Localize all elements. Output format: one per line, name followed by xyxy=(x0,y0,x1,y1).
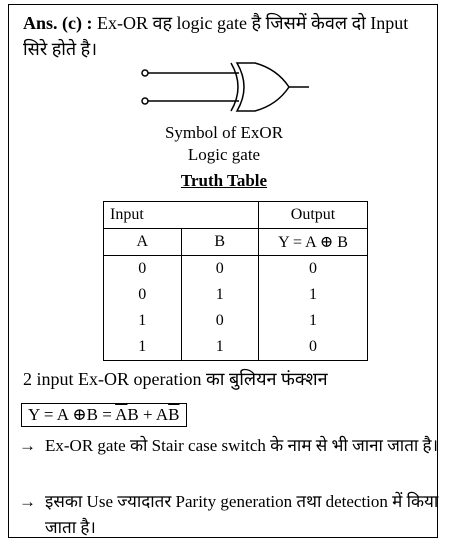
cell-a: 1 xyxy=(104,308,182,334)
cell-a: 0 xyxy=(104,282,182,308)
input-header: Input xyxy=(104,202,259,229)
cell-b: 0 xyxy=(181,256,259,283)
arrow-right-icon: → xyxy=(19,436,36,455)
output-header: Output xyxy=(259,202,368,229)
truth-table xyxy=(103,201,368,361)
formula-b-bar: $\overline{B}$ xyxy=(168,405,180,424)
truth-table-title: Truth Table xyxy=(180,171,268,190)
formula-a-bar: $\overline{A}$ xyxy=(115,405,128,424)
answer-intro-line2: सिरे होते है। xyxy=(23,39,98,59)
col-b-header: B xyxy=(181,229,259,256)
cell-y: 1 xyxy=(259,308,368,334)
boolean-function-line: 2 input Ex-OR operation का बुलियन फंक्शन xyxy=(23,369,328,389)
table-row xyxy=(104,334,368,361)
cell-y: 1 xyxy=(259,282,368,308)
xor-gate-symbol-icon xyxy=(139,61,309,117)
cell-b: 1 xyxy=(181,282,259,308)
cell-y: 0 xyxy=(259,334,368,361)
cell-b: 0 xyxy=(181,308,259,334)
answer-intro-line1 xyxy=(23,11,408,35)
cell-y: 0 xyxy=(259,256,368,283)
answer-box xyxy=(8,4,438,538)
arrow-right-icon: → xyxy=(19,492,36,511)
table-row xyxy=(104,308,368,334)
boolean-formula: Y = A ⊕B = $\overline{A}B + A\overline{B}$ xyxy=(21,403,187,427)
col-a-header: A xyxy=(104,229,182,256)
answer-label: Ans. (c) : xyxy=(23,13,93,33)
table-row xyxy=(104,282,368,308)
table-row xyxy=(104,256,368,283)
symbol-caption-line2: Logic gate xyxy=(187,145,261,164)
point-text: इसका Use ज्यादातर Parity generation तथा detection में किया जाता है। xyxy=(45,492,439,537)
col-y-header: Y = A ⊕ B xyxy=(259,229,368,256)
cell-b: 1 xyxy=(181,334,259,361)
cell-a: 0 xyxy=(104,256,182,283)
point-text: Ex-OR gate को Stair case switch के नाम से भी जाना जाता है। xyxy=(45,436,439,455)
cell-a: 1 xyxy=(104,334,182,361)
symbol-caption-line1: Symbol of ExOR xyxy=(164,123,284,142)
answer-intro-text: Ex-OR वह logic gate है जिसमें केवल दो Input xyxy=(97,13,409,33)
